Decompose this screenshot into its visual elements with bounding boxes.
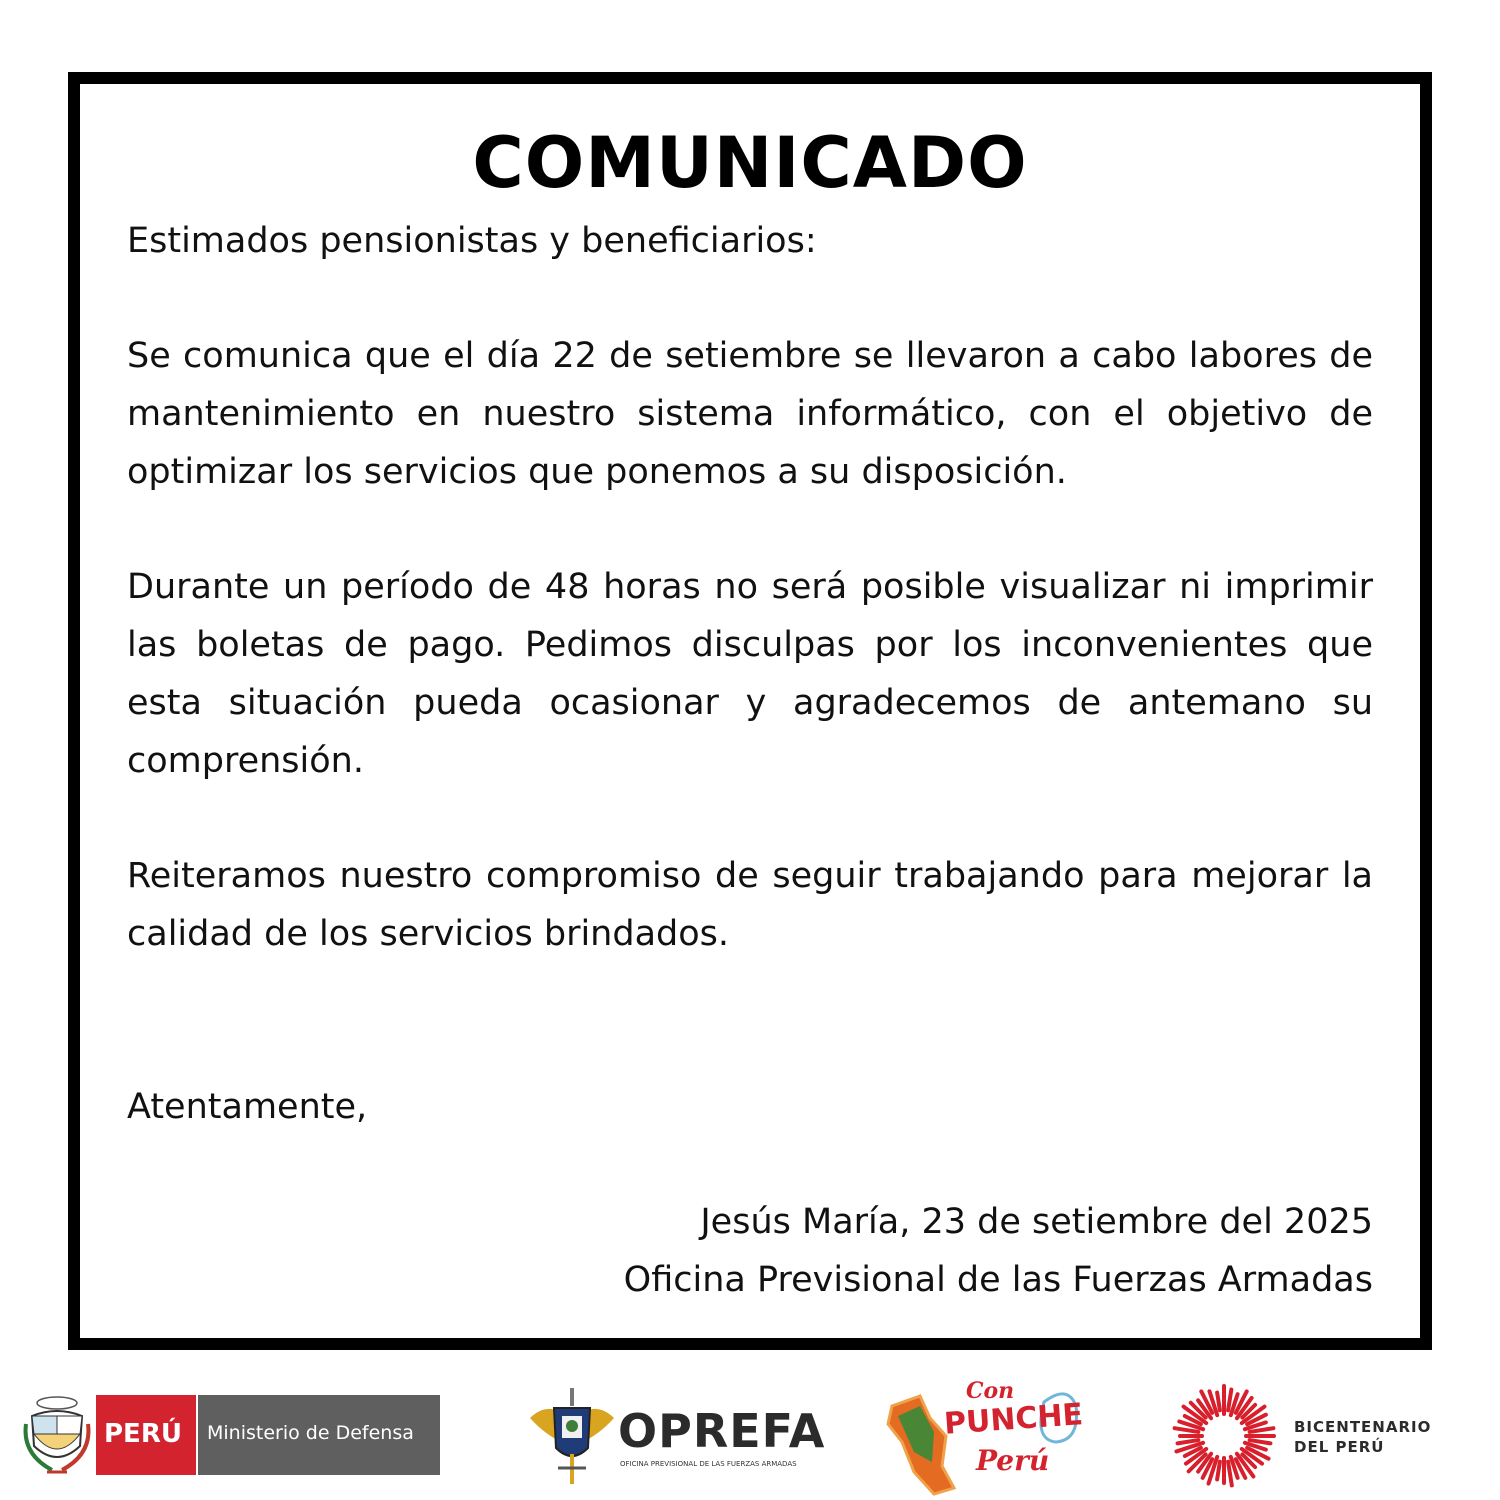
oprefa-name: OPREFA bbox=[618, 1404, 826, 1458]
closing: Atentamente, bbox=[127, 1087, 368, 1127]
con-punche-peru-logo bbox=[884, 1376, 1084, 1498]
paragraph-commitment: Reiteramos nuestro compromiso de seguir trabajando para mejorar la calidad de los servicios brindados. bbox=[127, 856, 1373, 954]
bicentenario-line2: DEL PERÚ bbox=[1294, 1438, 1385, 1456]
sunburst-ray bbox=[1217, 1462, 1220, 1480]
sunburst-ray bbox=[1250, 1440, 1271, 1443]
notice-frame bbox=[68, 72, 1432, 1350]
oprefa-logo bbox=[526, 1384, 826, 1488]
paragraph-unavailability: Durante un período de 48 horas no será posible visualizar ni imprimir las boletas de pago. Pedimos disculpas por los inconvenientes que esta situación pueda ocasionar y agradecemos de antemano su comprensión. bbox=[127, 567, 1373, 781]
campaign-line1: Con bbox=[966, 1378, 1015, 1404]
peru-block: PERÚ bbox=[96, 1395, 196, 1475]
office-signature: Oficina Previsional de las Fuerzas Armadas bbox=[623, 1260, 1373, 1300]
oprefa-subtitle: OFICINA PREVISIONAL DE LAS FUERZAS ARMADAS bbox=[620, 1460, 797, 1468]
bicentenario-sunburst-icon bbox=[1170, 1382, 1278, 1490]
sunburst-ray bbox=[1175, 1428, 1199, 1432]
notice-title: COMUNICADO bbox=[472, 122, 1028, 204]
sunburst-ray bbox=[1228, 1390, 1231, 1411]
sunburst-ray bbox=[1217, 1393, 1220, 1411]
notice-body bbox=[127, 212, 1373, 1309]
mindef-logo bbox=[22, 1394, 442, 1476]
oprefa-emblem-icon bbox=[526, 1384, 618, 1488]
bicentenario-line1: BICENTENARIO bbox=[1294, 1418, 1432, 1436]
campaign-line3: Perú bbox=[976, 1444, 1050, 1477]
sunburst-ray bbox=[1228, 1462, 1232, 1486]
greeting: Estimados pensionistas y beneficiarios: bbox=[127, 221, 817, 261]
sunburst-ray bbox=[1250, 1428, 1274, 1432]
paragraph-maintenance: Se comunica que el día 22 de setiembre se llevaron a cabo labores de mantenimiento en nuestro sistema informático, con el objetivo de optimizar los servicios que ponemos a su disposición. bbox=[127, 336, 1373, 492]
place-date: Jesús María, 23 de setiembre del 2025 bbox=[700, 1202, 1373, 1242]
ministry-block: Ministerio de Defensa bbox=[198, 1395, 440, 1475]
sunburst-ray bbox=[1178, 1440, 1199, 1443]
footer-logos bbox=[0, 1372, 1500, 1500]
bicentenario-logo bbox=[1170, 1382, 1460, 1490]
campaign-line2: PUNCHE bbox=[942, 1397, 1085, 1442]
coat-of-arms-icon bbox=[22, 1394, 92, 1476]
